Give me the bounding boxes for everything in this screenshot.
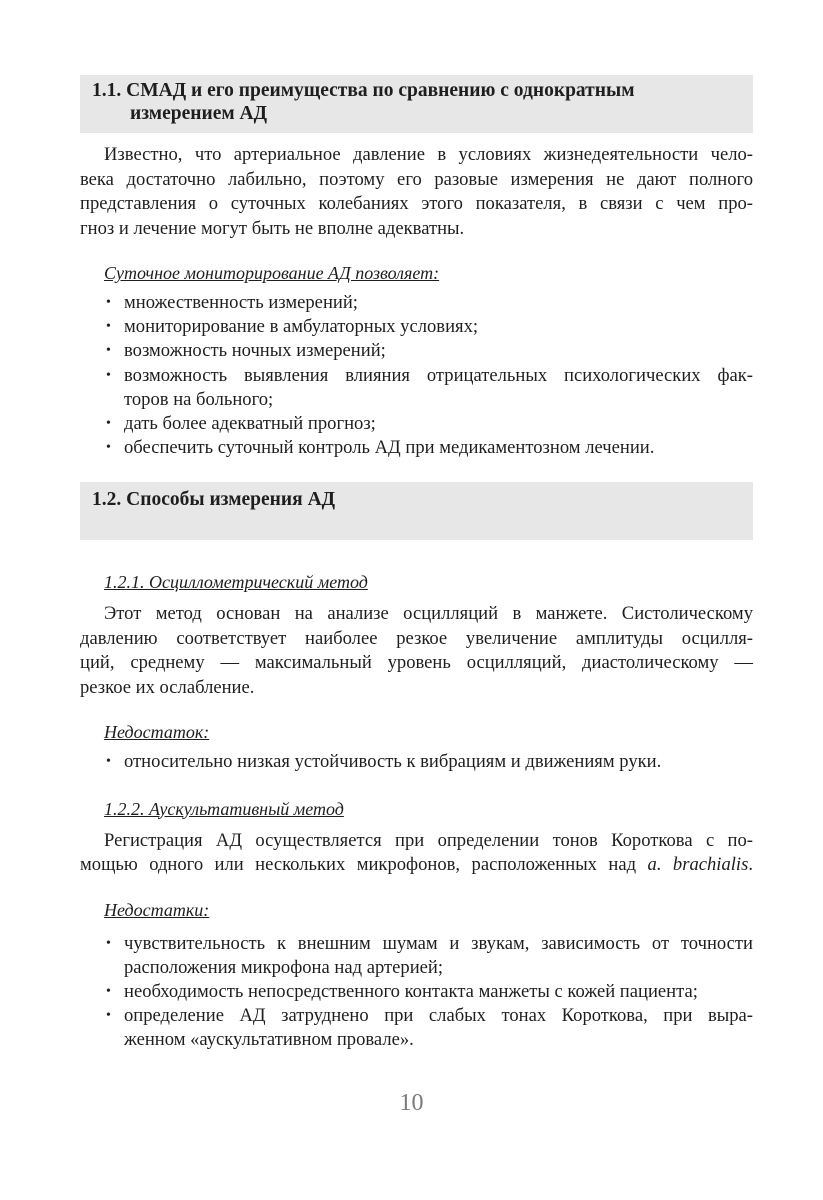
bullet-icon: • (106, 295, 111, 310)
list-item (80, 315, 753, 339)
subsection-1-2-2-title: 1.2.2. Аускультативный метод (104, 798, 344, 819)
section-1-1-bullet-list (80, 291, 753, 460)
paragraph-line: давлению соответствует наиболее резкое увеличение амплитуды осцилля- (80, 627, 753, 649)
list-item-text: мониторирование в амбулаторных условиях; (124, 316, 479, 338)
latin-term: a. brachialis (647, 854, 749, 876)
bullet-icon: • (106, 367, 111, 383)
list-item (80, 1004, 753, 1052)
list-item-text: торов на больного; (124, 388, 274, 410)
subsection-1-2-1-title: 1.2.1. Осциллометрический метод (104, 572, 368, 593)
list-item-text: определение АД затруднено при слабых тонах Короткова, при выра- (124, 1005, 753, 1027)
bullet-icon: • (106, 935, 111, 951)
bullet-icon: • (106, 440, 111, 456)
list-item-text: обеспечить суточный контроль АД при медикаментозном лечении. (124, 437, 655, 459)
paragraph-line: резкое их ослабление. (80, 676, 255, 698)
list-item (80, 291, 753, 315)
list-item (80, 436, 753, 460)
subsection-1-2-1-label: Недостаток: (104, 722, 210, 743)
bullet-icon: • (106, 1008, 111, 1024)
paragraph-text: . (748, 854, 753, 876)
bullet-icon: • (106, 343, 111, 359)
paragraph-line: Регистрация АД осуществляется при определении тонов Короткова с по- (104, 829, 753, 851)
list-item-text: относительно низкая устойчивость к вибрациям и движениям руки. (124, 751, 662, 773)
list-item (80, 412, 753, 436)
list-item-text: необходимость непосредственного контакта манжеты с кожей пациента; (124, 981, 698, 1003)
list-item-text: дать более адекватный прогноз; (124, 413, 376, 435)
subsection-1-2-2-bullet-list (80, 932, 753, 1053)
list-item (80, 980, 753, 1004)
subsection-1-2-2-paragraph (80, 829, 753, 878)
section-1-1-heading-line1: 1.1. СМАД и его преимущества по сравнению с однократным (92, 80, 635, 101)
section-1-1-label: Суточное мониторирование АД позволяет: (104, 263, 440, 283)
section-1-1-heading-line2: измерением АД (130, 103, 268, 124)
paragraph-text: мощью одного или нескольких микрофонов, расположенных над (80, 854, 648, 876)
page-content (80, 75, 753, 1053)
paragraph-line (80, 853, 753, 878)
list-item-text: чувствительность к внешним шумам и звукам, зависимость от точности (124, 932, 753, 954)
list-item-text: возможность ночных измерений; (124, 340, 386, 362)
section-1-2-heading-text: 1.2. Способы измерения АД (92, 489, 336, 511)
list-item-text: множественность измерений; (124, 292, 358, 313)
paragraph-line: века достаточно лабильно, поэтому его разовые измерения не дают полного (80, 168, 753, 190)
bullet-icon: • (106, 984, 111, 1000)
bullet-icon: • (106, 319, 111, 335)
list-item (80, 339, 753, 363)
list-item-text: женном «аускультативном провале». (124, 1029, 414, 1051)
paragraph-line: гноз и лечение могут быть не вполне адекватны. (80, 217, 465, 239)
page-number: 10 (399, 1090, 424, 1116)
list-item-text: расположения микрофона над артерией; (124, 956, 444, 978)
bullet-icon: • (106, 754, 111, 770)
subsection-1-2-1-bullet-list (80, 750, 753, 774)
list-item (80, 932, 753, 980)
subsection-1-2-2-label: Недостатки: (104, 899, 210, 920)
paragraph-line: представления о суточных колебаниях этого показателя, в связи с чем про- (80, 193, 753, 214)
section-1-1-paragraph (80, 143, 753, 241)
list-item (80, 750, 753, 774)
paragraph-line: Известно, что артериальное давление в условиях жизнедеятельности чело- (104, 144, 753, 165)
section-1-2-heading (80, 482, 753, 540)
list-item (80, 364, 753, 412)
paragraph-line: Этот метод основан на анализе осцилляций в манжете. Систолическому (104, 603, 753, 625)
section-1-1-heading (80, 75, 753, 133)
list-item-text: возможность выявления влияния отрицательных психологических фак- (124, 364, 753, 386)
subsection-1-2-1-paragraph (80, 602, 753, 700)
bullet-icon: • (106, 416, 111, 432)
paragraph-line: ций, среднему — максимальный уровень осцилляций, диастолическому — (80, 652, 753, 674)
